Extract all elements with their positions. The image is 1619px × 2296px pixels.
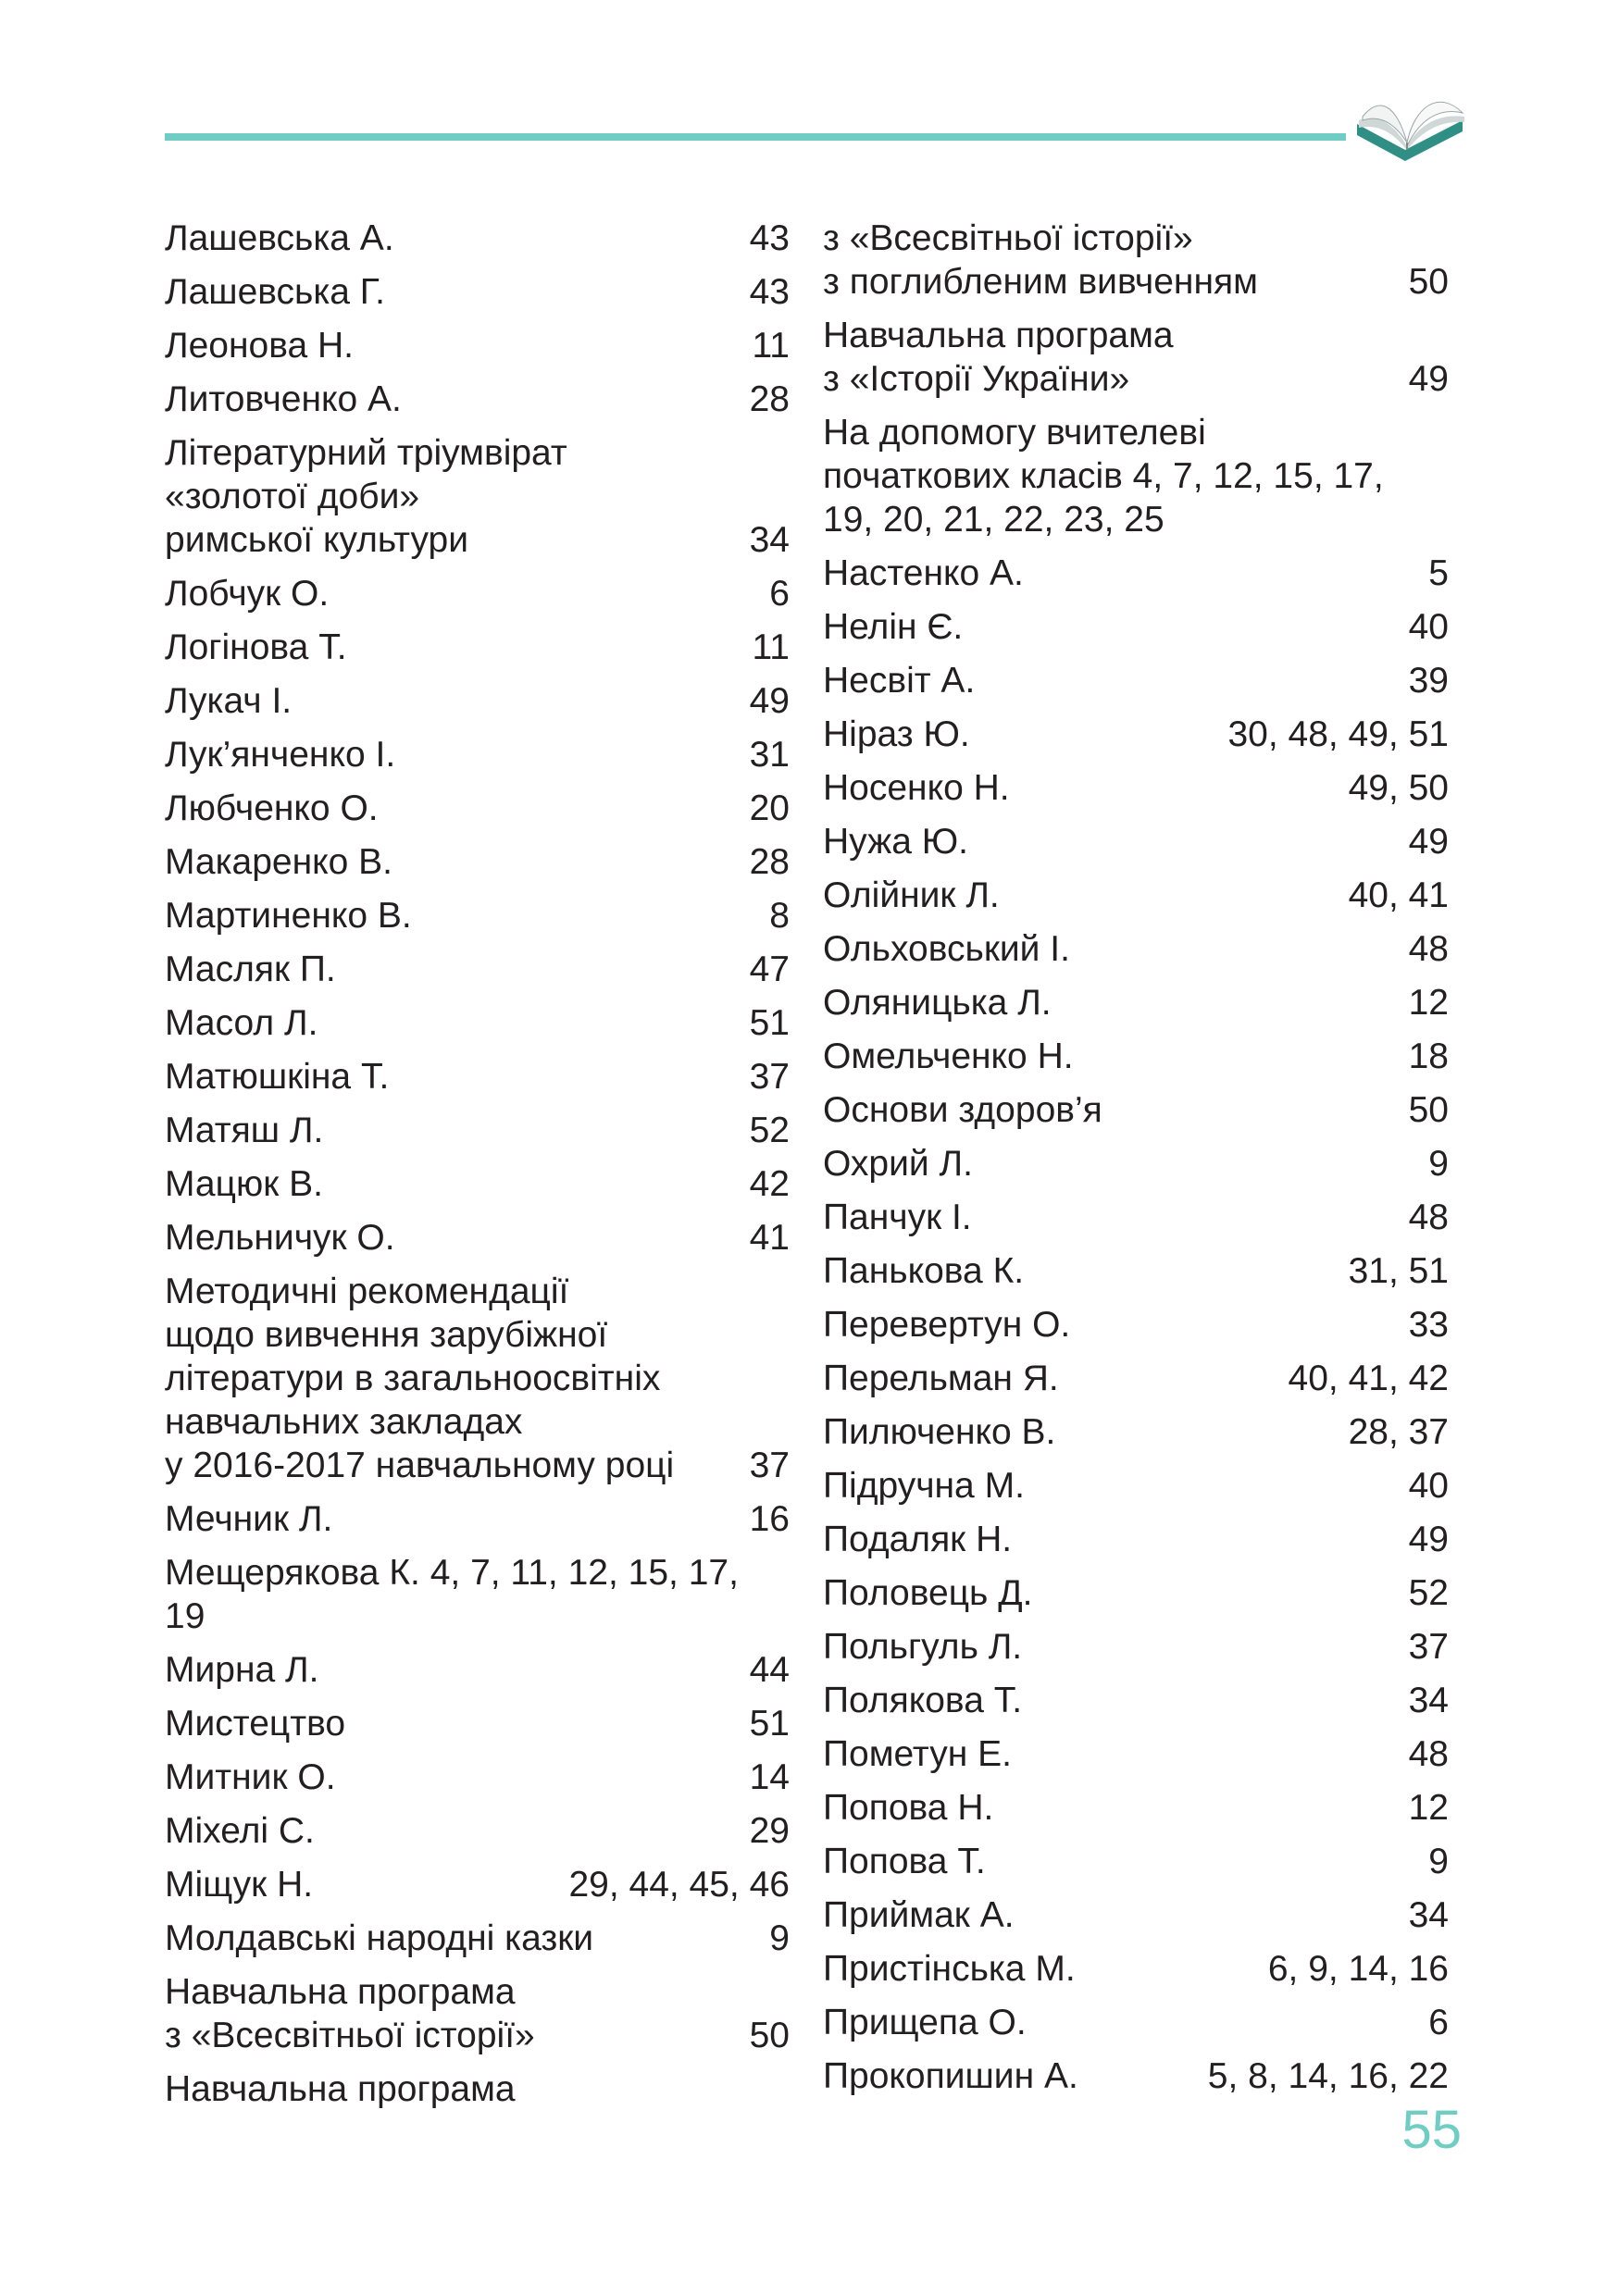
index-entry-text: Ольховський І. [823, 929, 1070, 969]
index-entry-text: Лашевська А. [165, 218, 394, 258]
index-entry-text: Панчук І. [823, 1198, 972, 1237]
index-entry-text: Олійник Л. [823, 875, 1000, 915]
index-entry-pages: 5 [1428, 553, 1449, 593]
index-entry-pages: 29, 44, 45, 46 [568, 1865, 790, 1905]
index-entry-line [165, 1109, 790, 1152]
index-entry [165, 1162, 790, 1206]
index-entry-text: Масол Л. [165, 1003, 318, 1043]
index-entry-pages: 47 [749, 949, 790, 989]
index-entry-line [165, 2067, 790, 2111]
index-entry-text: Подаляк Н. [823, 1520, 1013, 1559]
index-entry-text: Прокопишин А. [823, 2056, 1078, 2096]
index-entry-line [823, 820, 1449, 863]
index-entry-text: Підручна М. [823, 1466, 1025, 1506]
index-entry-line [165, 1270, 790, 1313]
index-entry-text: Митник О. [165, 1757, 336, 1797]
index-entry-pages: 31 [749, 735, 790, 775]
index-entry-pages: 6, 9, 14, 16 [1267, 1949, 1449, 1989]
index-entry [823, 411, 1449, 541]
index-entry-line [823, 1035, 1449, 1078]
index-entry-text: Мечник Л. [165, 1499, 333, 1539]
index-entry-pages: 6 [769, 574, 790, 614]
index-entry [823, 713, 1449, 756]
index-entry [823, 217, 1449, 304]
index-entry-pages: 11 [752, 627, 790, 667]
index-entry-line [165, 1162, 790, 1206]
index-entry-line [823, 659, 1449, 702]
index-entry-text: Попова Т. [823, 1842, 986, 1881]
index-entry-text: Матюшкіна Т. [165, 1057, 390, 1097]
open-book-icon [1350, 76, 1468, 168]
index-entry-pages: 8 [769, 896, 790, 936]
index-entry [823, 1303, 1449, 1347]
index-entry [165, 572, 790, 615]
index-entry-line [823, 1786, 1449, 1830]
index-entry [823, 927, 1449, 971]
index-entry [823, 2001, 1449, 2044]
index-entry [823, 1518, 1449, 1561]
index-entry-line [823, 1088, 1449, 1132]
index-entry-text: Лобчук О. [165, 574, 330, 614]
index-entry-text: Пометун Е. [823, 1734, 1012, 1774]
index-entry-pages: 31, 51 [1348, 1251, 1449, 1291]
index-entry-pages: 29 [749, 1811, 790, 1851]
index-entry [165, 948, 790, 991]
index-entry-text: Приймак А. [823, 1895, 1015, 1935]
index-entry [165, 378, 790, 421]
index-entry-line [165, 378, 790, 421]
index-entry-line [823, 981, 1449, 1024]
index-entry-pages: 28 [749, 379, 790, 419]
index-entry-pages: 34 [749, 520, 790, 560]
index-entry-text: На допомогу вчителеві [823, 413, 1206, 453]
index-entry-line [823, 927, 1449, 971]
index-entry-text: Міхелі С. [165, 1811, 315, 1851]
index-entry [823, 1249, 1449, 1293]
index-entry [823, 1571, 1449, 1615]
index-entry-text: Польгуль Л. [823, 1627, 1023, 1667]
index-entry-text: Половець Д. [823, 1573, 1033, 1613]
index-entry [823, 605, 1449, 649]
index-entry [165, 1497, 790, 1541]
index-entry-line [823, 1518, 1449, 1561]
index-entry-line [165, 1357, 790, 1400]
index-entry-line [165, 1497, 790, 1541]
index-entry-text: Ніраз Ю. [823, 714, 970, 754]
index-entry-line [823, 766, 1449, 810]
index-entry-line [165, 518, 790, 562]
index-entry-pages: 37 [749, 1446, 790, 1485]
index-entry-text: «золотої доби» [165, 477, 420, 516]
index-entry-line [165, 1809, 790, 1853]
index-entry-line [165, 572, 790, 615]
index-entry-text: Настенко А. [823, 553, 1024, 593]
index-entry-pages: 28, 37 [1348, 1412, 1449, 1452]
index-entry-pages: 5, 8, 14, 16, 22 [1207, 2056, 1449, 2096]
index-entry-line [165, 1216, 790, 1260]
index-entry [823, 314, 1449, 401]
index-entry-text: Оляницька Л. [823, 983, 1052, 1023]
index-entry-line [165, 1400, 790, 1444]
index-entry-pages: 14 [749, 1757, 790, 1797]
index-entry [823, 1035, 1449, 1078]
index-entry [823, 1088, 1449, 1132]
index-entry-line [165, 1055, 790, 1098]
index-entry-line [165, 1756, 790, 1799]
index-entry [165, 733, 790, 776]
index-entry-text: Міщук Н. [165, 1865, 314, 1905]
index-entry-text: Леонова Н. [165, 326, 355, 366]
index-entry [823, 874, 1449, 917]
index-entry-text: Логінова Т. [165, 627, 347, 667]
index-entry-line [823, 1142, 1449, 1185]
index-entry-pages: 40, 41, 42 [1288, 1359, 1449, 1398]
index-entry-line [165, 1313, 790, 1357]
index-entry-text: Носенко Н. [823, 768, 1010, 808]
index-entry-pages: 30, 48, 49, 51 [1227, 714, 1449, 754]
index-column-right [823, 217, 1449, 2108]
index-entry [165, 1001, 790, 1045]
index-entry-line [823, 1840, 1449, 1883]
index-entry-text: Методичні рекомендації [165, 1272, 569, 1311]
index-entry-pages: 49, 50 [1348, 768, 1449, 808]
index-entry-line [823, 1625, 1449, 1669]
index-entry-line [823, 1947, 1449, 1991]
index-entry-line [823, 1303, 1449, 1347]
index-entry-pages: 20 [749, 788, 790, 828]
index-entry-line [823, 411, 1449, 454]
index-entry-line [165, 894, 790, 937]
index-entry-line [165, 1001, 790, 1045]
index-entry [165, 787, 790, 830]
index-entry-pages: 18 [1408, 1036, 1449, 1076]
index-entry-pages: 6 [1428, 2003, 1449, 2042]
index-entry-line [165, 679, 790, 723]
index-entry [823, 1142, 1449, 1185]
index-entry-pages: 52 [749, 1111, 790, 1150]
index-entry-pages: 16 [749, 1499, 790, 1539]
index-entry [823, 1410, 1449, 1454]
index-entry [823, 981, 1449, 1024]
index-entry-text: Перельман Я. [823, 1359, 1059, 1398]
index-entry-line [165, 1917, 790, 1960]
index-entry [823, 820, 1449, 863]
index-entry-line [823, 1196, 1449, 1239]
index-entry-text: Навчальна програма [823, 316, 1174, 355]
index-entry-line [823, 1571, 1449, 1615]
index-entry-pages: 33 [1408, 1305, 1449, 1345]
index-entry-text: початкових класів 4, 7, 12, 15, 17, [823, 456, 1384, 496]
index-entry-text: Молдавські народні казки [165, 1918, 594, 1958]
index-entry-pages: 39 [1408, 661, 1449, 701]
index-entry-line [823, 1679, 1449, 1722]
header-rule [165, 133, 1346, 141]
index-entry [165, 679, 790, 723]
index-entry-pages: 49 [1408, 1520, 1449, 1559]
index-entry-pages: 12 [1408, 1788, 1449, 1828]
index-entry-line [823, 713, 1449, 756]
index-entry [823, 1786, 1449, 1830]
index-entry-pages: 51 [749, 1003, 790, 1043]
index-entry-line [823, 2001, 1449, 2044]
index-entry-text: у 2016-2017 навчальному році [165, 1446, 675, 1485]
index-entry-text: Матяш Л. [165, 1111, 324, 1150]
index-entry [823, 1464, 1449, 1508]
index-entry-line [165, 1863, 790, 1906]
index-entry-text: Мистецтво [165, 1704, 346, 1744]
index-entry [165, 626, 790, 669]
index-entry-text: 19, 20, 21, 22, 23, 25 [823, 500, 1164, 540]
index-entry-text: Мартиненко В. [165, 896, 412, 936]
index-entry-line [165, 2014, 790, 2057]
index-entry [823, 1893, 1449, 1937]
index-entry-pages: 51 [749, 1704, 790, 1744]
index-entry [165, 840, 790, 884]
index-entry-line [823, 1357, 1449, 1400]
index-entry-pages: 43 [749, 218, 790, 258]
index-entry-text: Попова Н. [823, 1788, 994, 1828]
index-entry-line [165, 1551, 790, 1595]
index-entry-text: Охрий Л. [823, 1144, 973, 1184]
index-entry-text: Лукач І. [165, 681, 293, 721]
index-entry [165, 1863, 790, 1906]
index-entry-pages: 43 [749, 272, 790, 312]
index-entry-line [165, 431, 790, 475]
index-entry-text: Нелін Є. [823, 607, 964, 647]
index-entry-line [165, 270, 790, 314]
index-entry [823, 1357, 1449, 1400]
index-entry-line [823, 1732, 1449, 1776]
index-entry-pages: 37 [749, 1057, 790, 1097]
index-entry-text: Литовченко А. [165, 379, 402, 419]
index-entry-pages: 48 [1408, 1734, 1449, 1774]
index-entry [823, 1679, 1449, 1722]
index-entry [823, 1840, 1449, 1883]
index-entry [165, 1216, 790, 1260]
index-entry-text: Навчальна програма [165, 1972, 516, 2012]
index-entry-line [165, 1970, 790, 2014]
index-entry-line [823, 217, 1449, 260]
index-entry-line [165, 1702, 790, 1745]
index-entry [823, 1196, 1449, 1239]
index-entry-line [165, 217, 790, 260]
index-entry [165, 1917, 790, 1960]
index-entry-text: Масляк П. [165, 949, 336, 989]
index-entry-pages: 9 [769, 1918, 790, 1958]
index-entry-line [823, 314, 1449, 357]
index-entry-text: Лук’янченко І. [165, 735, 396, 775]
index-entry [823, 1947, 1449, 1991]
index-entry-pages: 52 [1408, 1573, 1449, 1613]
index-entry-text: навчальних закладах [165, 1402, 523, 1442]
index-entry [165, 894, 790, 937]
index-entry-line [823, 2054, 1449, 2098]
index-entry-pages: 40, 41 [1348, 875, 1449, 915]
index-entry [165, 270, 790, 314]
index-entry [823, 766, 1449, 810]
index-entry [823, 659, 1449, 702]
index-entry-pages: 40 [1408, 607, 1449, 647]
index-entry-line [823, 1249, 1449, 1293]
index-entry-line [823, 552, 1449, 595]
index-entry [165, 1809, 790, 1853]
index-entry-pages: 48 [1408, 1198, 1449, 1237]
index-entry-line [165, 475, 790, 518]
index-entry [165, 431, 790, 562]
index-entry-text: Літературний тріумвірат [165, 433, 567, 473]
index-entry-line [823, 260, 1449, 304]
index-entry-pages: 50 [749, 2016, 790, 2055]
index-entry-line [823, 454, 1449, 498]
index-entry-text: Панькова К. [823, 1251, 1025, 1291]
index-entry-line [165, 324, 790, 367]
index-entry-text: з «Всесвітньої історії» [165, 2016, 535, 2055]
index-entry-pages: 41 [749, 1218, 790, 1258]
index-entry-pages: 50 [1408, 262, 1449, 302]
index-entry-line [165, 1648, 790, 1692]
index-entry-text: Полякова Т. [823, 1681, 1023, 1720]
index-entry-pages: 12 [1408, 983, 1449, 1023]
index-entry [165, 2067, 790, 2111]
index-entry-text: Любченко О. [165, 788, 379, 828]
index-entry-text: Лашевська Г. [165, 272, 385, 312]
index-entry-pages: 34 [1408, 1681, 1449, 1720]
index-entry-line [165, 840, 790, 884]
index-entry-pages: 49 [1408, 359, 1449, 399]
index-entry-pages: 34 [1408, 1895, 1449, 1935]
index-entry [823, 1732, 1449, 1776]
index-entry [823, 1625, 1449, 1669]
index-entry [165, 1055, 790, 1098]
index-entry-line [823, 1893, 1449, 1937]
index-entry-text: Омельченко Н. [823, 1036, 1074, 1076]
index-entry-line [165, 1595, 790, 1638]
index-entry [165, 1756, 790, 1799]
index-entry-text: Пристінська М. [823, 1949, 1076, 1989]
index-entry [165, 1702, 790, 1745]
index-entry-pages: 44 [749, 1650, 790, 1690]
index-entry [165, 1551, 790, 1638]
index-entry-line [823, 874, 1449, 917]
index-entry-text: з поглибленим вивченням [823, 262, 1258, 302]
index-entry-pages: 37 [1408, 1627, 1449, 1667]
index-entry-text: Прищепа О. [823, 2003, 1027, 2042]
index-entry [165, 1648, 790, 1692]
index-entry [165, 324, 790, 367]
index-entry-line [823, 498, 1449, 541]
index-entry-line [823, 1464, 1449, 1508]
index-entry [823, 552, 1449, 595]
index-entry-line [823, 357, 1449, 401]
index-entry-text: з «Всесвітньої історії» [823, 218, 1193, 258]
index-entry-line [823, 1410, 1449, 1454]
index-entry-text: Макаренко В. [165, 842, 393, 882]
index-entry-text: Перевертун О. [823, 1305, 1071, 1345]
index-entry-pages: 48 [1408, 929, 1449, 969]
index-entry-line [165, 948, 790, 991]
index-entry-text: римської культури [165, 520, 468, 560]
index-entry-pages: 28 [749, 842, 790, 882]
index-entry-text: Нужа Ю. [823, 822, 968, 862]
index-entry-line [165, 733, 790, 776]
index-entry-pages: 49 [1408, 822, 1449, 862]
index-entry-line [165, 1444, 790, 1487]
index-entry [165, 1970, 790, 2057]
index-entry-text: щодо вивчення зарубіжної [165, 1315, 608, 1355]
index-entry-text: Основи здоров’я [823, 1090, 1102, 1130]
index-entry-text: Мещерякова К. 4, 7, 11, 12, 15, 17, [165, 1553, 739, 1593]
index-entry-text: Навчальна програма [165, 2069, 516, 2109]
index-entry-pages: 9 [1428, 1144, 1449, 1184]
index-entry-pages: 40 [1408, 1466, 1449, 1506]
index-entry-text: Мельничук О. [165, 1218, 395, 1258]
index-entry-text: 19 [165, 1596, 205, 1636]
index-entry-pages: 9 [1428, 1842, 1449, 1881]
index-entry [165, 1109, 790, 1152]
index-entry-text: Мирна Л. [165, 1650, 319, 1690]
index-entry [165, 1270, 790, 1487]
index-entry-pages: 42 [749, 1164, 790, 1204]
index-entry-text: Мацюк В. [165, 1164, 323, 1204]
index-entry-text: Несвіт А. [823, 661, 976, 701]
index-entry-pages: 49 [749, 681, 790, 721]
index-entry-line [165, 626, 790, 669]
index-entry-line [165, 787, 790, 830]
index-entry [823, 2054, 1449, 2098]
index-entry-text: з «Історії України» [823, 359, 1130, 399]
index-entry [165, 217, 790, 260]
index-entry-pages: 11 [752, 326, 790, 366]
index-column-left [165, 217, 790, 2121]
index-entry-text: Пилюченко В. [823, 1412, 1056, 1452]
index-entry-text: літератури в загальноосвітніх [165, 1359, 661, 1398]
index-entry-line [823, 605, 1449, 649]
index-entry-pages: 50 [1408, 1090, 1449, 1130]
page-number: 55 [1401, 2100, 1462, 2160]
